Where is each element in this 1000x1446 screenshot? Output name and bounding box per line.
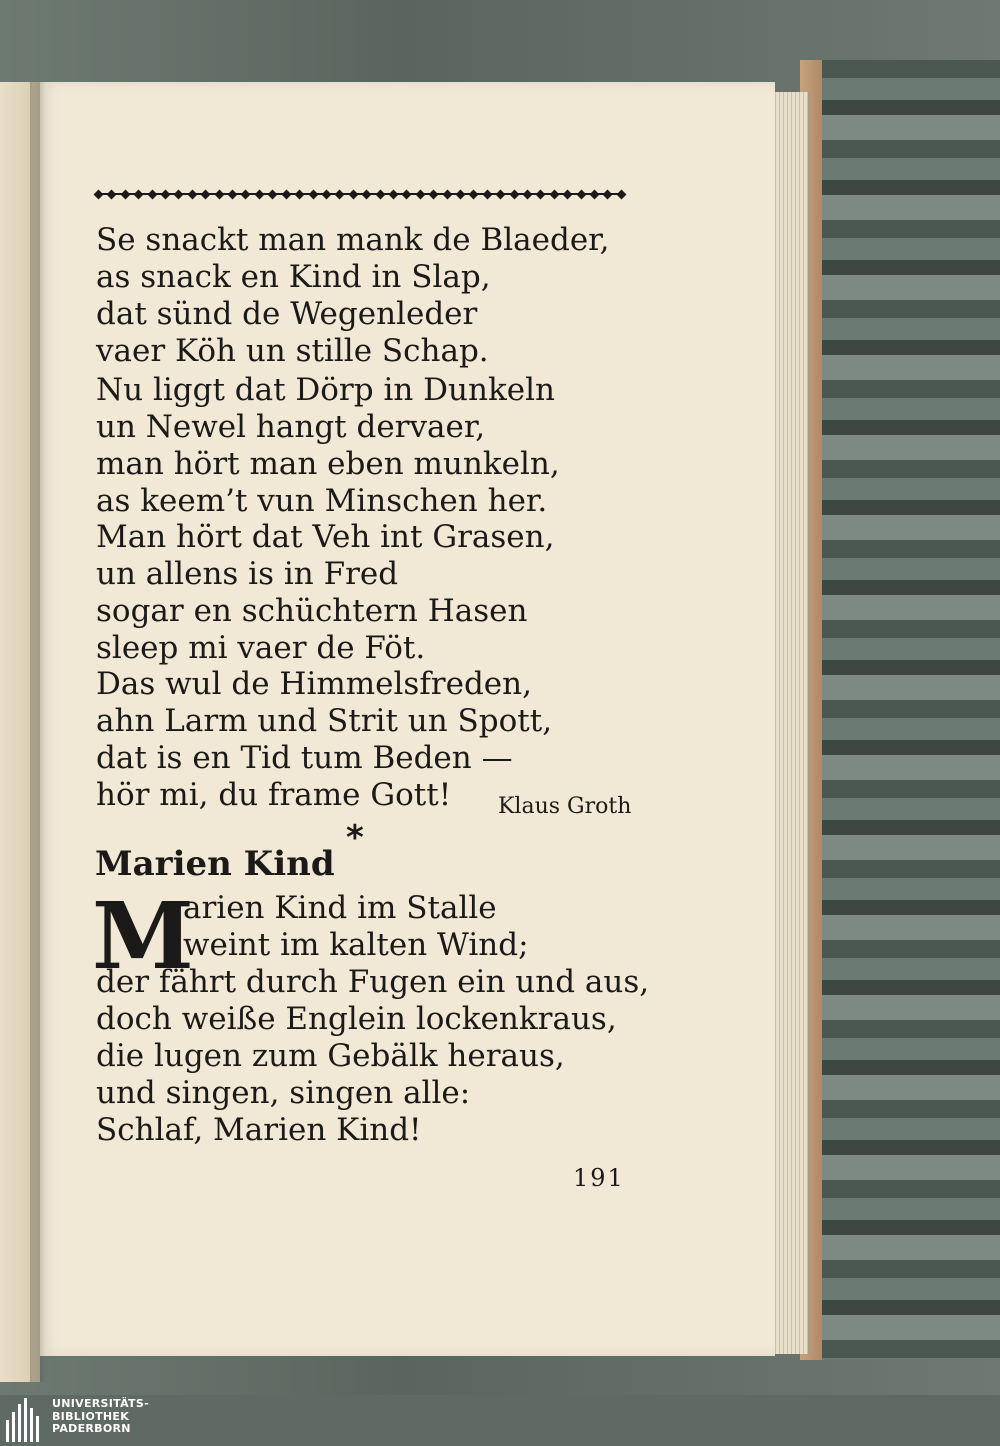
verse-line: dat sünd de Wegenleder [96, 296, 478, 332]
library-logo-text [52, 1398, 149, 1436]
poem1-stanza-4 [96, 666, 552, 814]
verse-line: man hört man eben munkeln, [96, 446, 560, 482]
verse-line: Schlaf, Marien Kind! [96, 1112, 422, 1148]
cover-marbled-edge [800, 60, 1000, 1360]
poem2-dropcap: M [92, 882, 194, 990]
verse-line: un allens is in Fred [96, 556, 399, 592]
verse-line: weint im kalten Wind; [183, 927, 529, 963]
footer-bar [0, 1395, 1000, 1446]
verse-line: arien Kind im Stalle [183, 890, 497, 926]
verse-line: un Newel hangt dervaer, [96, 409, 486, 445]
verse-line: vaer Köh un stille Schap. [96, 333, 489, 369]
section-separator: * [346, 818, 364, 858]
verse-line: ahn Larm und Strit un Spott, [96, 703, 553, 739]
poem1-author: Klaus Groth [498, 794, 632, 819]
spine-shadow [30, 82, 46, 1382]
verse-line: Se snackt man mank de Blaeder, [96, 222, 610, 258]
verse-line: sogar en schüchtern Hasen [96, 593, 528, 629]
poem2-body [96, 964, 649, 1149]
verse-line: Nu liggt dat Dörp in Dunkeln [96, 372, 555, 408]
page-number: 191 [573, 1164, 625, 1192]
verse-line: der fährt durch Fugen ein und aus, [96, 964, 650, 1000]
poem1-stanza-1 [96, 222, 609, 370]
verse-line: Man hört dat Veh int Grasen, [96, 519, 555, 555]
ornamental-rule [95, 190, 625, 198]
verse-line: und singen, singen alle: [96, 1075, 471, 1111]
logo-line: PADERBORN [52, 1422, 131, 1435]
verse-line: dat is en Tid tum Beden — [96, 740, 513, 776]
logo-line: UNIVERSITÄTS- [52, 1397, 149, 1410]
poem2-title: Marien Kind [95, 844, 335, 884]
verse-line: as keem’t vun Minschen her. [96, 483, 548, 519]
logo-line: BIBLIOTHEK [52, 1409, 130, 1423]
verse-line: Das wul de Himmelsfreden, [96, 666, 532, 702]
verse-line: doch weiße Englein lockenkraus, [96, 1001, 617, 1037]
book-page [40, 82, 775, 1356]
library-logo-icon [4, 1398, 44, 1442]
verse-line: sleep mi vaer de Föt. [96, 630, 426, 666]
poem1-stanza-3 [96, 519, 554, 667]
verse-line: as snack en Kind in Slap, [96, 259, 491, 295]
verse-line: hör mi, du frame Gott! [96, 777, 452, 813]
poem1-stanza-2 [96, 372, 560, 520]
page-block-edges [772, 92, 810, 1354]
poem2-first-lines [183, 890, 529, 964]
verse-line: die lugen zum Gebälk heraus, [96, 1038, 565, 1074]
